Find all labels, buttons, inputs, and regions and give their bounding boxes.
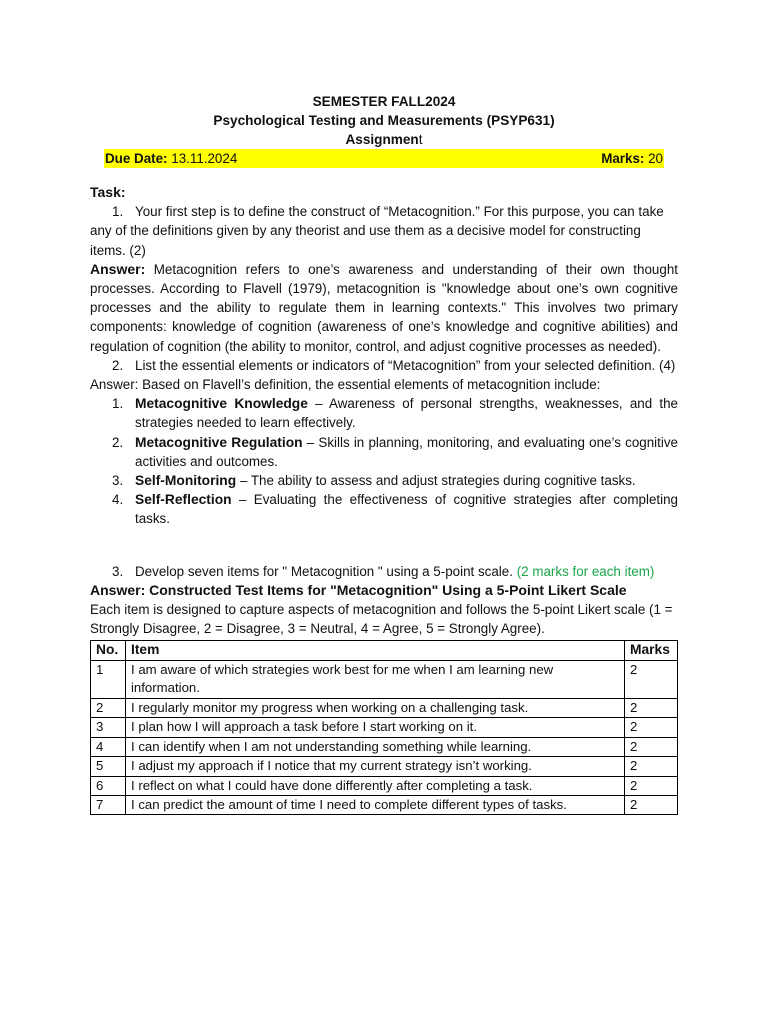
- table-row: [91, 718, 678, 737]
- question-3: [90, 562, 678, 581]
- question-2-text: List the essential elements or indicators of “Metacognition” from your selected definition. (4): [135, 357, 676, 373]
- list-item-number: 3.: [112, 473, 124, 489]
- list-item-number: 4.: [112, 492, 124, 508]
- cell-marks: 2: [625, 737, 678, 756]
- due-date-bar: [104, 149, 664, 168]
- question-1: [90, 202, 678, 260]
- header-marks: Marks: [625, 641, 678, 660]
- cell-item: I adjust my approach if I notice that my current strategy isn’t working.: [126, 757, 625, 776]
- list-item-text: – Evaluating the effectiveness of cognitive strategies after completing tasks.: [135, 492, 678, 527]
- assignment-title-main: Assignmen: [345, 132, 419, 147]
- cell-no: 7: [91, 795, 126, 814]
- elements-list: [90, 394, 678, 528]
- question-3-number: 3.: [112, 563, 124, 579]
- cell-item: I plan how I will approach a task before I start working on it.: [126, 718, 625, 737]
- list-item-title: Self-Reflection: [135, 492, 232, 508]
- items-table: [90, 640, 678, 815]
- due-date-value: 13.11.2024: [171, 151, 238, 166]
- list-item: [90, 433, 678, 471]
- table-row: [91, 757, 678, 776]
- list-item-title: Metacognitive Regulation: [135, 434, 303, 450]
- cell-item: I can identify when I am not understanding something while learning.: [126, 737, 625, 756]
- assignment-title-tail: t: [418, 132, 423, 147]
- cell-item: I reflect on what I could have done differently after completing a task.: [126, 776, 625, 795]
- cell-no: 4: [91, 737, 126, 756]
- answer-1: [90, 260, 678, 356]
- cell-item: I can predict the amount of time I need to complete different types of tasks.: [126, 795, 625, 814]
- answer-1-label: Answer:: [90, 260, 146, 277]
- question-2-number: 2.: [112, 357, 124, 373]
- due-date: [105, 149, 237, 168]
- question-3-text: Develop seven items for " Metacognition " using a 5-point scale.: [135, 563, 513, 579]
- cell-item: I am aware of which strategies work best for me when I am learning new information.: [126, 660, 625, 698]
- due-date-label: Due Date:: [105, 151, 168, 166]
- answer-3-heading: Answer: Constructed Test Items for "Metacognition" Using a 5-Point Likert Scale: [90, 581, 627, 598]
- cell-marks: 2: [625, 757, 678, 776]
- document-content: [90, 92, 678, 815]
- list-item-text: – Awareness of personal strengths, weaknesses, and the strategies needed to learn effectively.: [135, 396, 678, 431]
- cell-item: I regularly monitor my progress when working on a challenging task.: [126, 698, 625, 717]
- question-1-number: 1.: [112, 204, 124, 220]
- cell-no: 1: [91, 660, 126, 698]
- cell-marks: 2: [625, 795, 678, 814]
- table-row: [91, 737, 678, 756]
- table-row: [91, 698, 678, 717]
- header-item: Item: [126, 641, 625, 660]
- semester-title: SEMESTER FALL2024: [312, 94, 456, 109]
- list-item-title: Self-Monitoring: [135, 473, 237, 489]
- cell-marks: 2: [625, 660, 678, 698]
- table-row: [91, 776, 678, 795]
- question-3-marks-note: (2 marks for each item): [516, 563, 655, 579]
- list-item-title: Metacognitive Knowledge: [135, 396, 308, 412]
- list-item-text: – The ability to assess and adjust strategies during cognitive tasks.: [236, 473, 636, 489]
- cell-marks: 2: [625, 776, 678, 795]
- question-1-text: Your first step is to define the construct of “Metacognition.” For this purpose, you can take any of the definitions given by any theorist and use them as a decisive model for constructing items. (2): [90, 204, 664, 258]
- cell-marks: 2: [625, 718, 678, 737]
- cell-no: 5: [91, 757, 126, 776]
- answer-3-text: Each item is designed to capture aspects of metacognition and follows the 5-point Likert scale (1 = Strongly Disagree, 2 = Disagree, 3 = Neutral, 4 = Agree, 5 = Strongly Agree).: [90, 602, 673, 637]
- assignment-title: [90, 130, 678, 149]
- cell-no: 3: [91, 718, 126, 737]
- list-item-number: 2.: [112, 434, 124, 450]
- header-no: No.: [91, 641, 126, 660]
- answer-1-text: Metacognition refers to one’s awareness and understanding of their own thought processes. According to Flavell (1979), metacognition is "knowledge about one’s own cognitive processes and the ability to regulate them in learning contexts." This involves two primary components: knowledge of cognition (awareness of one’s knowledge and cognitive abilities) and regulation of cognition (the ability to monitor, control, and adjust cognitive processes as needed).: [90, 261, 678, 354]
- marks-label: Marks:: [601, 151, 645, 166]
- task-label: Task:: [90, 184, 126, 200]
- course-title: Psychological Testing and Measurements (PSYP631): [213, 113, 555, 128]
- table-row: [91, 660, 678, 698]
- table-row: [91, 795, 678, 814]
- list-item: [90, 471, 678, 490]
- marks: [601, 149, 663, 168]
- table-header-row: [91, 641, 678, 660]
- list-item: [90, 394, 678, 432]
- cell-no: 6: [91, 776, 126, 795]
- cell-marks: 2: [625, 698, 678, 717]
- question-2: [90, 356, 678, 375]
- list-item-text: – Skills in planning, monitoring, and evaluating one’s cognitive activities and outcomes.: [135, 434, 678, 469]
- list-item-number: 1.: [112, 396, 124, 412]
- answer-2-intro: Answer: Based on Flavell’s definition, the essential elements of metacognition include:: [90, 377, 601, 393]
- list-item: [90, 490, 678, 528]
- marks-value: 20: [648, 151, 663, 166]
- cell-no: 2: [91, 698, 126, 717]
- spacer: [90, 529, 678, 562]
